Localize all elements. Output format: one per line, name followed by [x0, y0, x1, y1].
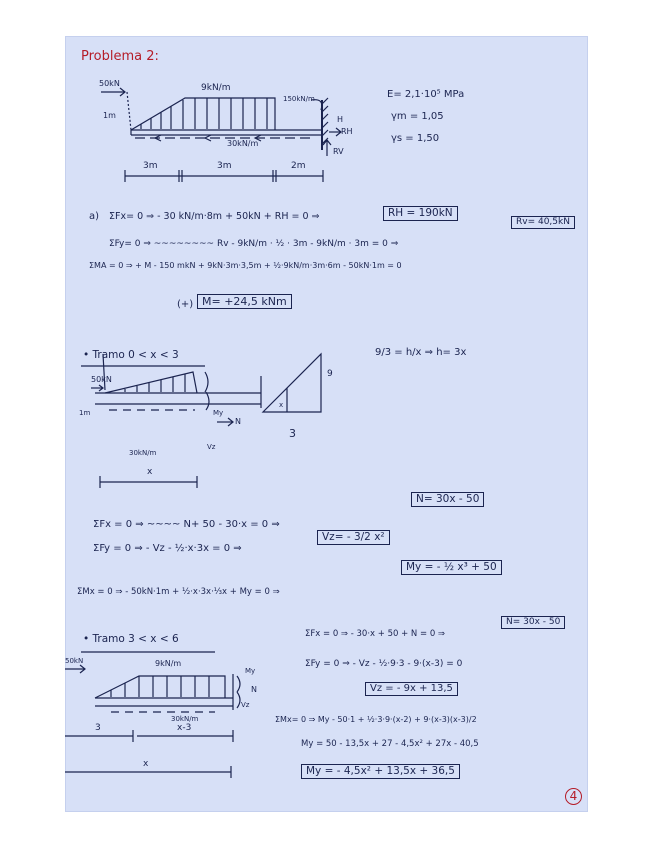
tramo2-My: My [245, 667, 256, 675]
tramo1-title: • Tramo 0 < x < 3 [83, 349, 179, 361]
part-a-label: a) [89, 211, 100, 222]
tramo2-title: • Tramo 3 < x < 6 [83, 633, 179, 645]
tramo2-dim-x: x [143, 759, 149, 769]
tramo2-eq-m2: My = 50 - 13,5x + 27 - 4,5x² + 27x - 40,5 [301, 739, 479, 749]
label-30knm: 30kN/m [227, 139, 259, 148]
eq-moment: ΣMA = 0 ⇒ + M - 150 mkN + 9kN·3m·3,5m + ½·9kN/m·3m·6m - 50kN·1m = 0 [89, 261, 402, 270]
tramo2-dim-3: 3 [95, 723, 101, 733]
tramo1-50kn: 50kN [91, 375, 112, 384]
tramo1-eq-fy: ΣFy = 0 ⇒ - Vz - ½·x·3x = 0 ⇒ [93, 543, 242, 554]
label-RH: RH [341, 127, 353, 136]
tramo2-res-my: My = - 4,5x² + 13,5x + 36,5 [301, 764, 460, 779]
label-1m: 1m [103, 111, 116, 120]
page-number: 4 [565, 788, 582, 805]
tramo2-dim-x3: x-3 [177, 723, 192, 733]
problem-title: Problema 2: [81, 49, 159, 64]
triangle-x: x [279, 401, 284, 409]
tramo1-res-my: My = - ½ x³ + 50 [401, 560, 502, 575]
sketches [65, 36, 588, 812]
triangle-3: 3 [289, 427, 296, 440]
eq-fy: ΣFy= 0 ⇒ ~~~~~~~~ Rv - 9kN/m · ½ · 3m - 9kN/m · 3m = 0 ⇒ [109, 239, 399, 249]
tramo1-N: N [235, 417, 241, 426]
tramo2-eq-fx: ΣFx = 0 ⇒ - 30·x + 50 + N = 0 ⇒ [305, 629, 446, 639]
tramo2-diagram [65, 665, 240, 778]
tramo1-eq-m: ΣMx = 0 ⇒ - 50kN·1m + ½·x·3x·⅓x + My = 0 ⇒ [77, 587, 280, 597]
label-H: H [337, 115, 344, 124]
tramo2-50kn: 50kN [65, 657, 84, 665]
tramo1-My: My [213, 409, 224, 417]
similar-triangles: 9/3 = h/x ⇒ h= 3x [375, 347, 467, 358]
tramo1-30knm: 30kN/m [129, 449, 157, 457]
notebook-page [65, 36, 588, 812]
tramo2-eq-m: ΣMx= 0 ⇒ My - 50·1 + ½·3·9·(x-2) + 9·(x-3)(x-3)/2 [275, 715, 477, 724]
tramo2-9knm: 9kN/m [155, 659, 182, 668]
prop-E: E= 2,1·10⁵ MPa [387, 89, 465, 100]
tramo1-res-n: N= 30x - 50 [411, 492, 484, 507]
result-m: M= +24,5 kNm [197, 294, 292, 309]
label-50kn: 50kN [99, 79, 120, 88]
triangle-9: 9 [327, 369, 333, 379]
tramo2-N: N [251, 685, 257, 694]
label-150knm: 150kN/m [283, 95, 315, 103]
tramo2-30knm: 30kN/m [171, 715, 199, 723]
tramo1-eq-fx: ΣFx = 0 ⇒ ~~~~ N+ 50 - 30·x = 0 ⇒ [93, 519, 280, 530]
label-RV: RV [333, 147, 344, 156]
result-m-sign: (+) [177, 299, 194, 310]
tramo1-diagram [91, 354, 321, 488]
result-rv: Rv= 40,5kN [511, 216, 575, 229]
eq-fx: ΣFx= 0 ⇒ - 30 kN/m·8m + 50kN + RH = 0 ⇒ [109, 211, 320, 222]
tramo2-res-v: Vz = - 9x + 13,5 [365, 682, 458, 696]
result-rh: RH = 190kN [383, 206, 458, 221]
tramo2-eq-fy: ΣFy = 0 ⇒ - Vz - ½·9·3 - 9·(x-3) = 0 [305, 659, 463, 669]
prop-gm: γm = 1,05 [391, 111, 444, 122]
tramo2-res-n: N= 30x - 50 [501, 616, 565, 629]
dim-2m: 2m [291, 161, 306, 171]
dim-3m-a: 3m [143, 161, 158, 171]
tramo1-1m: 1m [79, 409, 91, 417]
prop-gs: γs = 1,50 [391, 133, 440, 144]
dim-3m-b: 3m [217, 161, 232, 171]
tramo1-Vz: Vz [207, 443, 216, 451]
tramo1-res-v: Vz= - 3/2 x² [317, 530, 390, 545]
tramo2-Vz: Vz [241, 701, 250, 709]
tramo1-x: x [147, 467, 153, 477]
label-9knm: 9kN/m [201, 83, 231, 93]
